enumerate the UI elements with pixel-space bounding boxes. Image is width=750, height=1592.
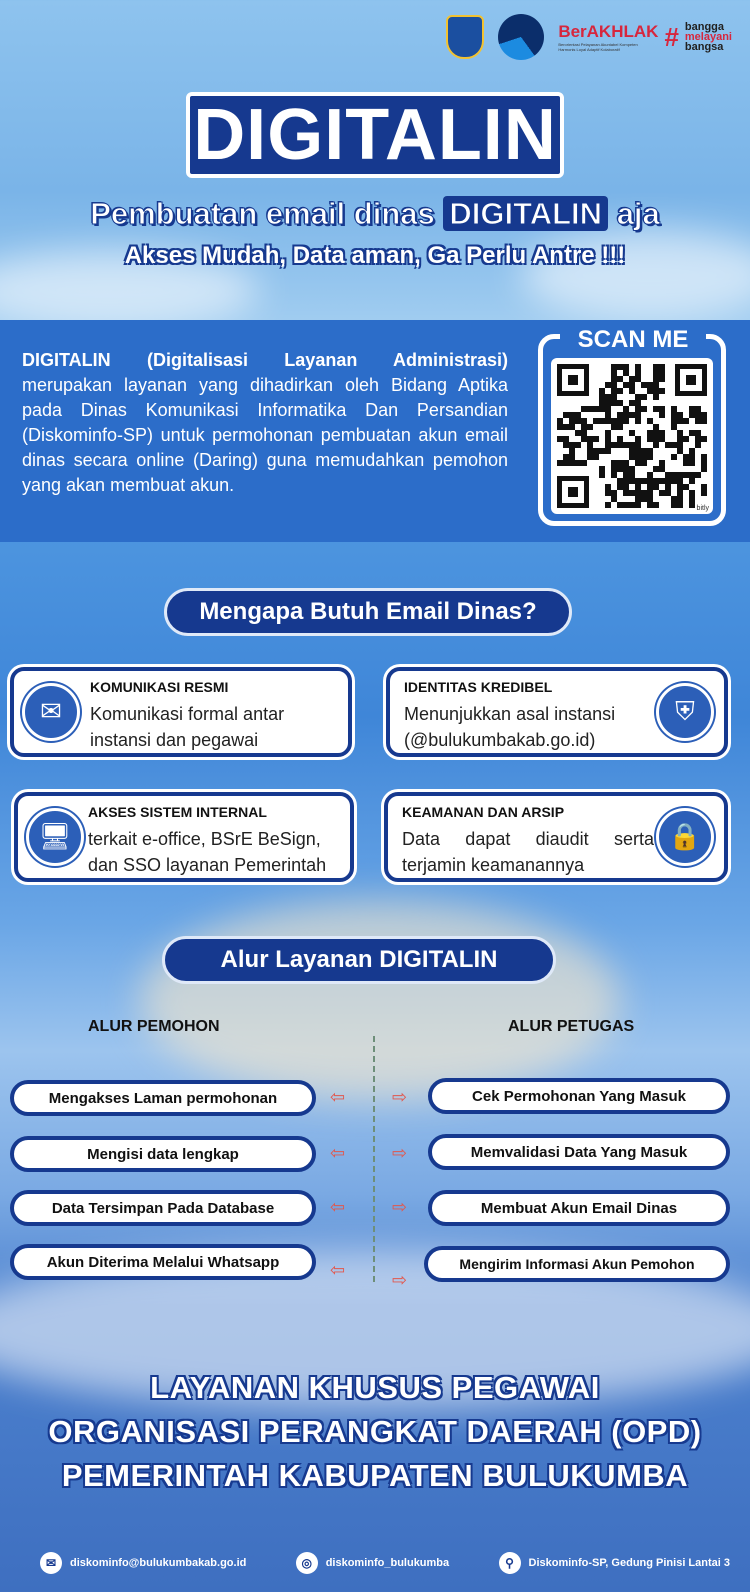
card-desc: Data dapat diaudit serta terjamin keamanannya xyxy=(402,829,654,875)
footer-email-text: diskominfo@bulukumbakab.go.id xyxy=(70,1557,247,1569)
closing-line: LAYANAN KHUSUS PEGAWAI xyxy=(150,1370,600,1405)
arrow-right-icon: ⇨ xyxy=(392,1087,408,1108)
right-step: Mengirim Informasi Akun Pemohon xyxy=(424,1246,730,1282)
berakhlak-sub: Berorientasi Pelayanan Akuntabel Kompeten Harmonis Loyal Adaptif Kolaboratif xyxy=(558,42,638,52)
qr-module xyxy=(605,448,611,454)
flow-heading: Alur Layanan DIGITALIN xyxy=(162,936,556,984)
right-column-head: ALUR PETUGAS xyxy=(508,1018,635,1035)
location-pin-icon: ⚲ xyxy=(499,1552,521,1574)
hero-tagline: Akses Mudah, Data aman, Ga Perlu Antre !!! xyxy=(124,242,626,269)
computer-lock-icon: 🖥 xyxy=(26,808,84,866)
qr-module xyxy=(683,436,689,442)
arrow-left-icon: ⇦ xyxy=(330,1087,346,1108)
arrow-right-icon: ⇨ xyxy=(392,1270,408,1291)
qr-module xyxy=(587,424,593,430)
about-lead: DIGITALIN (Digitalisasi Layanan Administrasi) xyxy=(22,350,508,370)
footer-location[interactable] xyxy=(499,1552,731,1574)
qr-pattern xyxy=(557,364,707,508)
qr-brand: bitly xyxy=(696,505,709,512)
card-komunikasi-resmi xyxy=(10,667,352,757)
footer-email[interactable] xyxy=(40,1552,246,1574)
qr-module xyxy=(641,394,647,400)
arrow-right-icon: ⇨ xyxy=(392,1143,408,1164)
right-step: Memvalidasi Data Yang Masuk xyxy=(428,1134,730,1170)
flow-divider xyxy=(373,1036,375,1282)
about-description xyxy=(22,348,508,498)
qr-module xyxy=(581,460,587,466)
qr-module xyxy=(701,418,707,424)
hashtag-icon: # xyxy=(664,21,679,52)
subtitle-highlight: DIGITALIN xyxy=(443,196,608,231)
user-lock-icon: 🔒 xyxy=(656,808,714,866)
qr-module xyxy=(617,388,623,394)
qr-module xyxy=(683,418,689,424)
qr-module xyxy=(671,454,677,460)
qr-module xyxy=(677,502,683,508)
left-step: Mengisi data lengkap xyxy=(10,1136,316,1172)
qr-module xyxy=(647,454,653,460)
mail-icon: ✉ xyxy=(40,1552,62,1574)
subtitle-pre: Pembuatan email dinas xyxy=(90,196,435,231)
cloud-decor xyxy=(140,900,620,1100)
bangga-melayani-bangsa xyxy=(685,22,732,52)
envelope-check-icon: ✉ xyxy=(22,683,80,741)
about-body: merupakan layanan yang dihadirkan oleh Bidang Aptika pada Dinas Komunikasi Informatika Dan Persandian (Diskominfo-SP) untuk permohonan pembuatan akun email dinas secara online (Daring) guna memudahkan pemohon yang akan membuat akun. xyxy=(22,375,508,495)
footer-instagram[interactable] xyxy=(296,1552,449,1574)
qr-module xyxy=(617,424,623,430)
qr-module xyxy=(623,418,629,424)
qr-module xyxy=(653,442,659,448)
qr-finder xyxy=(557,364,589,396)
left-column-head: ALUR PEMOHON xyxy=(88,1018,220,1035)
kominfo-logo-icon xyxy=(498,14,544,60)
bulukumba-emblem-icon xyxy=(446,15,484,59)
berakhlak-label: BerAKHLAK xyxy=(558,22,659,41)
footer-instagram-text: diskominfo_bulukumba xyxy=(325,1557,450,1569)
bangga-line: melayani xyxy=(684,31,732,43)
qr-module xyxy=(605,502,611,508)
qr-module xyxy=(635,418,641,424)
qr-finder xyxy=(675,364,707,396)
arrow-left-icon: ⇦ xyxy=(330,1260,346,1281)
card-desc: Menunjukkan asal instansi (@bulukumbakab.go.id) xyxy=(404,704,616,750)
hero-title: DIGITALIN xyxy=(193,95,557,175)
qr-module xyxy=(689,502,695,508)
left-step: Mengakses Laman permohonan xyxy=(10,1080,316,1116)
why-heading: Mengapa Butuh Email Dinas? xyxy=(164,588,572,636)
card-title: KEAMANAN DAN ARSIP xyxy=(402,804,565,820)
closing-line: PEMERINTAH KABUPATEN BULUKUMBA xyxy=(61,1458,689,1493)
qr-module xyxy=(701,436,707,442)
subtitle-post: aja xyxy=(616,196,660,231)
left-step: Akun Diterima Melalui Whatsapp xyxy=(10,1244,316,1280)
qr-module xyxy=(593,454,599,460)
qr-module xyxy=(635,502,641,508)
qr-module xyxy=(593,436,599,442)
footer-location-text: Diskominfo-SP, Gedung Pinisi Lantai 3 xyxy=(528,1557,730,1569)
qr-module xyxy=(641,406,647,412)
card-desc: Komunikasi formal antar instansi dan pegawai xyxy=(90,704,285,750)
qr-module xyxy=(599,472,605,478)
arrow-left-icon: ⇦ xyxy=(330,1197,346,1218)
qr-module xyxy=(659,376,665,382)
qr-module xyxy=(701,466,707,472)
card-title: IDENTITAS KREDIBEL xyxy=(404,679,553,695)
bangga-line: bangsa xyxy=(684,41,724,53)
right-step: Cek Permohonan Yang Masuk xyxy=(428,1078,730,1114)
qr-module xyxy=(695,472,701,478)
qr-module xyxy=(659,388,665,394)
instagram-icon: ◎ xyxy=(296,1552,318,1574)
qr-module xyxy=(689,460,695,466)
qr-module xyxy=(653,394,659,400)
hero-title-box xyxy=(186,92,564,178)
qr-module xyxy=(695,442,701,448)
closing-line: ORGANISASI PERANGKAT DAERAH (OPD) xyxy=(48,1414,702,1449)
footer-contacts xyxy=(40,1546,730,1580)
card-title: AKSES SISTEM INTERNAL xyxy=(88,804,267,820)
left-step: Data Tersimpan Pada Database xyxy=(10,1190,316,1226)
hero-subtitle xyxy=(0,196,750,232)
berakhlak-logo xyxy=(558,22,732,53)
card-keamanan-arsip xyxy=(384,792,728,882)
right-step: Membuat Akun Email Dinas xyxy=(428,1190,730,1226)
qr-module xyxy=(653,502,659,508)
scan-me-label: SCAN ME xyxy=(560,326,706,354)
qr-module xyxy=(575,442,581,448)
qr-code[interactable] xyxy=(551,358,713,514)
shield-check-icon: ⛨ xyxy=(656,683,714,741)
card-identitas-kredibel xyxy=(386,667,728,757)
qr-module xyxy=(701,490,707,496)
card-desc: terkait e-office, BSrE BeSign, dan SSO layanan Pemerintah xyxy=(88,829,327,875)
qr-module xyxy=(659,412,665,418)
card-title: KOMUNIKASI RESMI xyxy=(90,679,229,695)
arrow-right-icon: ⇨ xyxy=(392,1197,408,1218)
qr-module xyxy=(641,460,647,466)
qr-finder xyxy=(557,476,589,508)
bangga-line: bangga xyxy=(684,21,725,33)
arrow-left-icon: ⇦ xyxy=(330,1143,346,1164)
partner-logos xyxy=(446,14,732,60)
card-akses-sistem-internal xyxy=(14,792,354,882)
qr-module xyxy=(689,478,695,484)
